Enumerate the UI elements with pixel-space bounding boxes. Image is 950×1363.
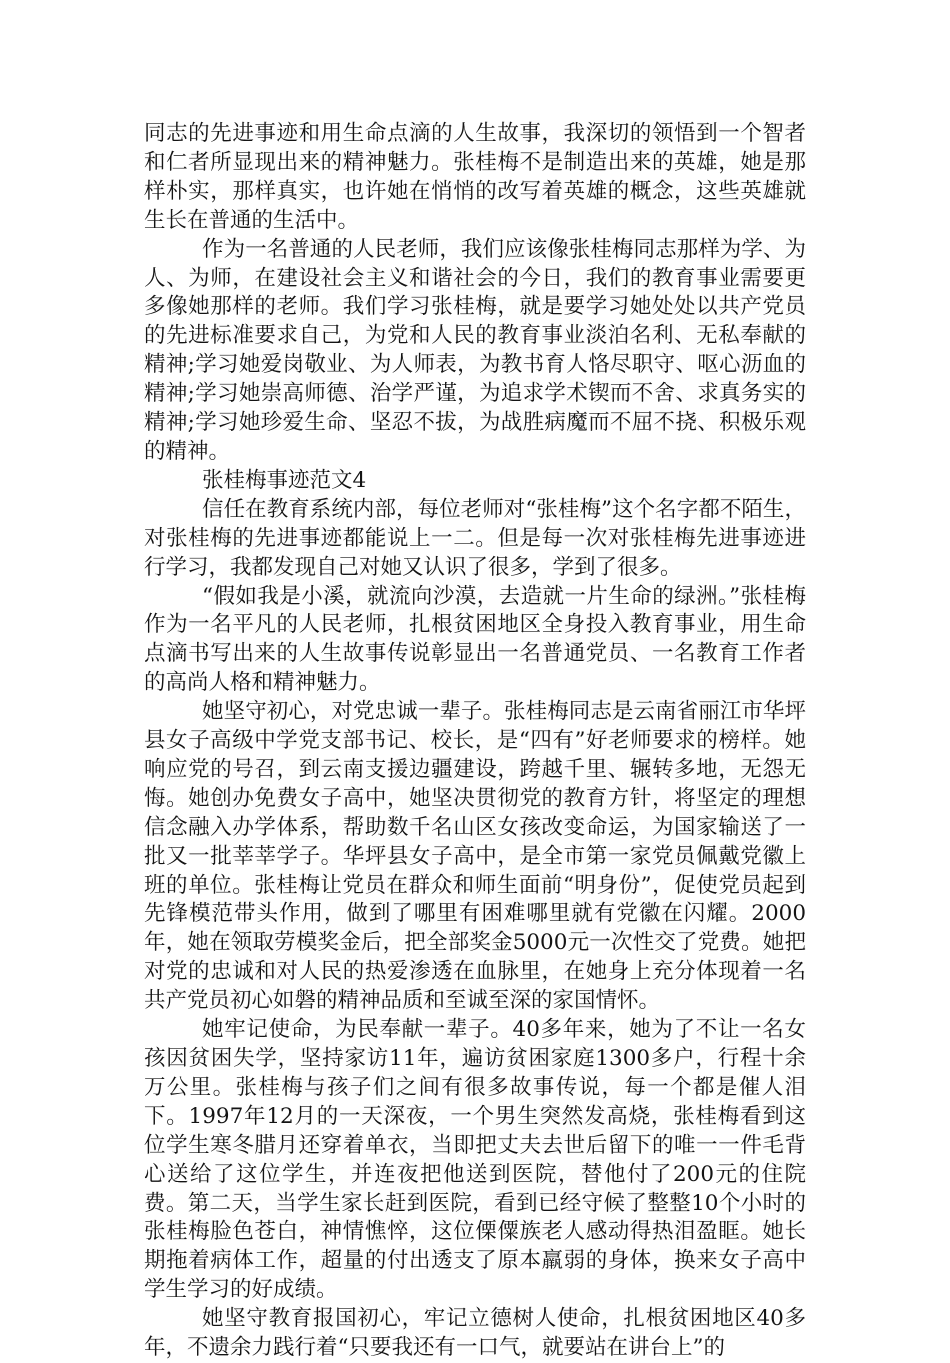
paragraph-loyalty: 她坚守初心，对党忠诚一辈子。张桂梅同志是云南省丽江市华坪县女子高级中学党支部书记、校长，是“四有”好老师要求的榜样。她响应党的号召，到云南支援边疆建设，跨越千里、辗转多地，无怨无悔。她创办免费女子高中，她坚决贯彻党的教育方针，将坚定的理想信念融入办学体系，帮助数千名山区女孩改变命运，为国家输送了一批又一批莘莘学子。华坪县女子高中，是全市第一家党员佩戴党徽上班的单位。张桂梅让党员在群众和师生面前“明身份”，促使党员起到先锋模范带头作用，做到了哪里有困难哪里就有党徽在闪耀。2000年，她在领取劳模奖金后，把全部奖金5000元一次性交了党费。她把对党的忠诚和对人民的热爱渗透在血脉里，在她身上充分体现着一名共产党员初心如磐的精神品质和至诚至深的家国情怀。 [144, 699, 806, 1014]
paragraph-quote: “假如我是小溪，就流向沙漠，去造就一片生命的绿洲。”张桂梅作为一名平凡的人民老师，扎根贫困地区全身投入教育事业，用生命点滴书写出来的人生故事传说彰显出一名普通党员、一名教育工作者的高尚人格和精神魅力。 [144, 583, 806, 696]
paragraph-mission: 她牢记使命，为民奉献一辈子。40多年来，她为了不让一名女孩因贫困失学，坚持家访11年，遍访贫困家庭1300多户，行程十余万公里。张桂梅与孩子们之间有很多故事传说，每一个都是催人泪下。1997年12月的一天深夜，一个男生突然发高烧，张桂梅看到这位学生寒冬腊月还穿着单衣，当即把丈夫去世后留下的唯一一件毛背心送给了这位学生，并连夜把他送到医院，替他付了200元的住院费。第二天，当学生家长赶到医院，看到已经守候了整整10个小时的张桂梅脸色苍白，神情憔悴，这位傈僳族老人感动得热泪盈眶。她长期拖着病体工作，超量的付出透支了原本羸弱的身体，换来女子高中学生学习的好成绩。 [144, 1017, 806, 1303]
paragraph-continuation: 同志的先进事迹和用生命点滴的人生故事，我深切的领悟到一个智者和仁者所显现出来的精神魅力。张桂梅不是制造出来的英雄，她是那样朴实，那样真实，也许她在悄悄的改写着英雄的概念，这些英雄就生长在普通的生活中。 [144, 121, 806, 233]
paragraph-teacher-role: 作为一名普通的人民老师，我们应该像张桂梅同志那样为学、为人、为师，在建设社会主义和谐社会的今日，我们的教育事业需要更多像她那样的老师。我们学习张桂梅，就是要学习她处处以共产党员的先进标准要求自己，为党和人民的教育事业淡泊名利、无私奉献的精神;学习她爱岗敬业、为人师表，为教书育人恪尽职守、呕心沥血的精神;学习她崇高师德、治学严谨，为追求学术锲而不舍、求真务实的精神;学习她珍爱生命、坚忍不拔，为战胜病魔而不屈不挠、积极乐观的精神。 [144, 236, 806, 464]
paragraph-education: 她坚守教育报国初心，牢记立德树人使命，扎根贫困地区40多年，不遗余力践行着“只要我还有一口气，就要站在讲台上”的 [144, 1306, 806, 1361]
document-body [144, 120, 806, 1363]
paragraph-trust: 信任在教育系统内部，每位老师对“张桂梅”这个名字都不陌生，对张桂梅的先进事迹都能说上一二。但是每一次对张桂梅先进事迹进行学习，我都发现自己对她又认识了很多，学到了很多。 [144, 496, 806, 580]
section-heading: 张桂梅事迹范文4 [202, 467, 367, 493]
